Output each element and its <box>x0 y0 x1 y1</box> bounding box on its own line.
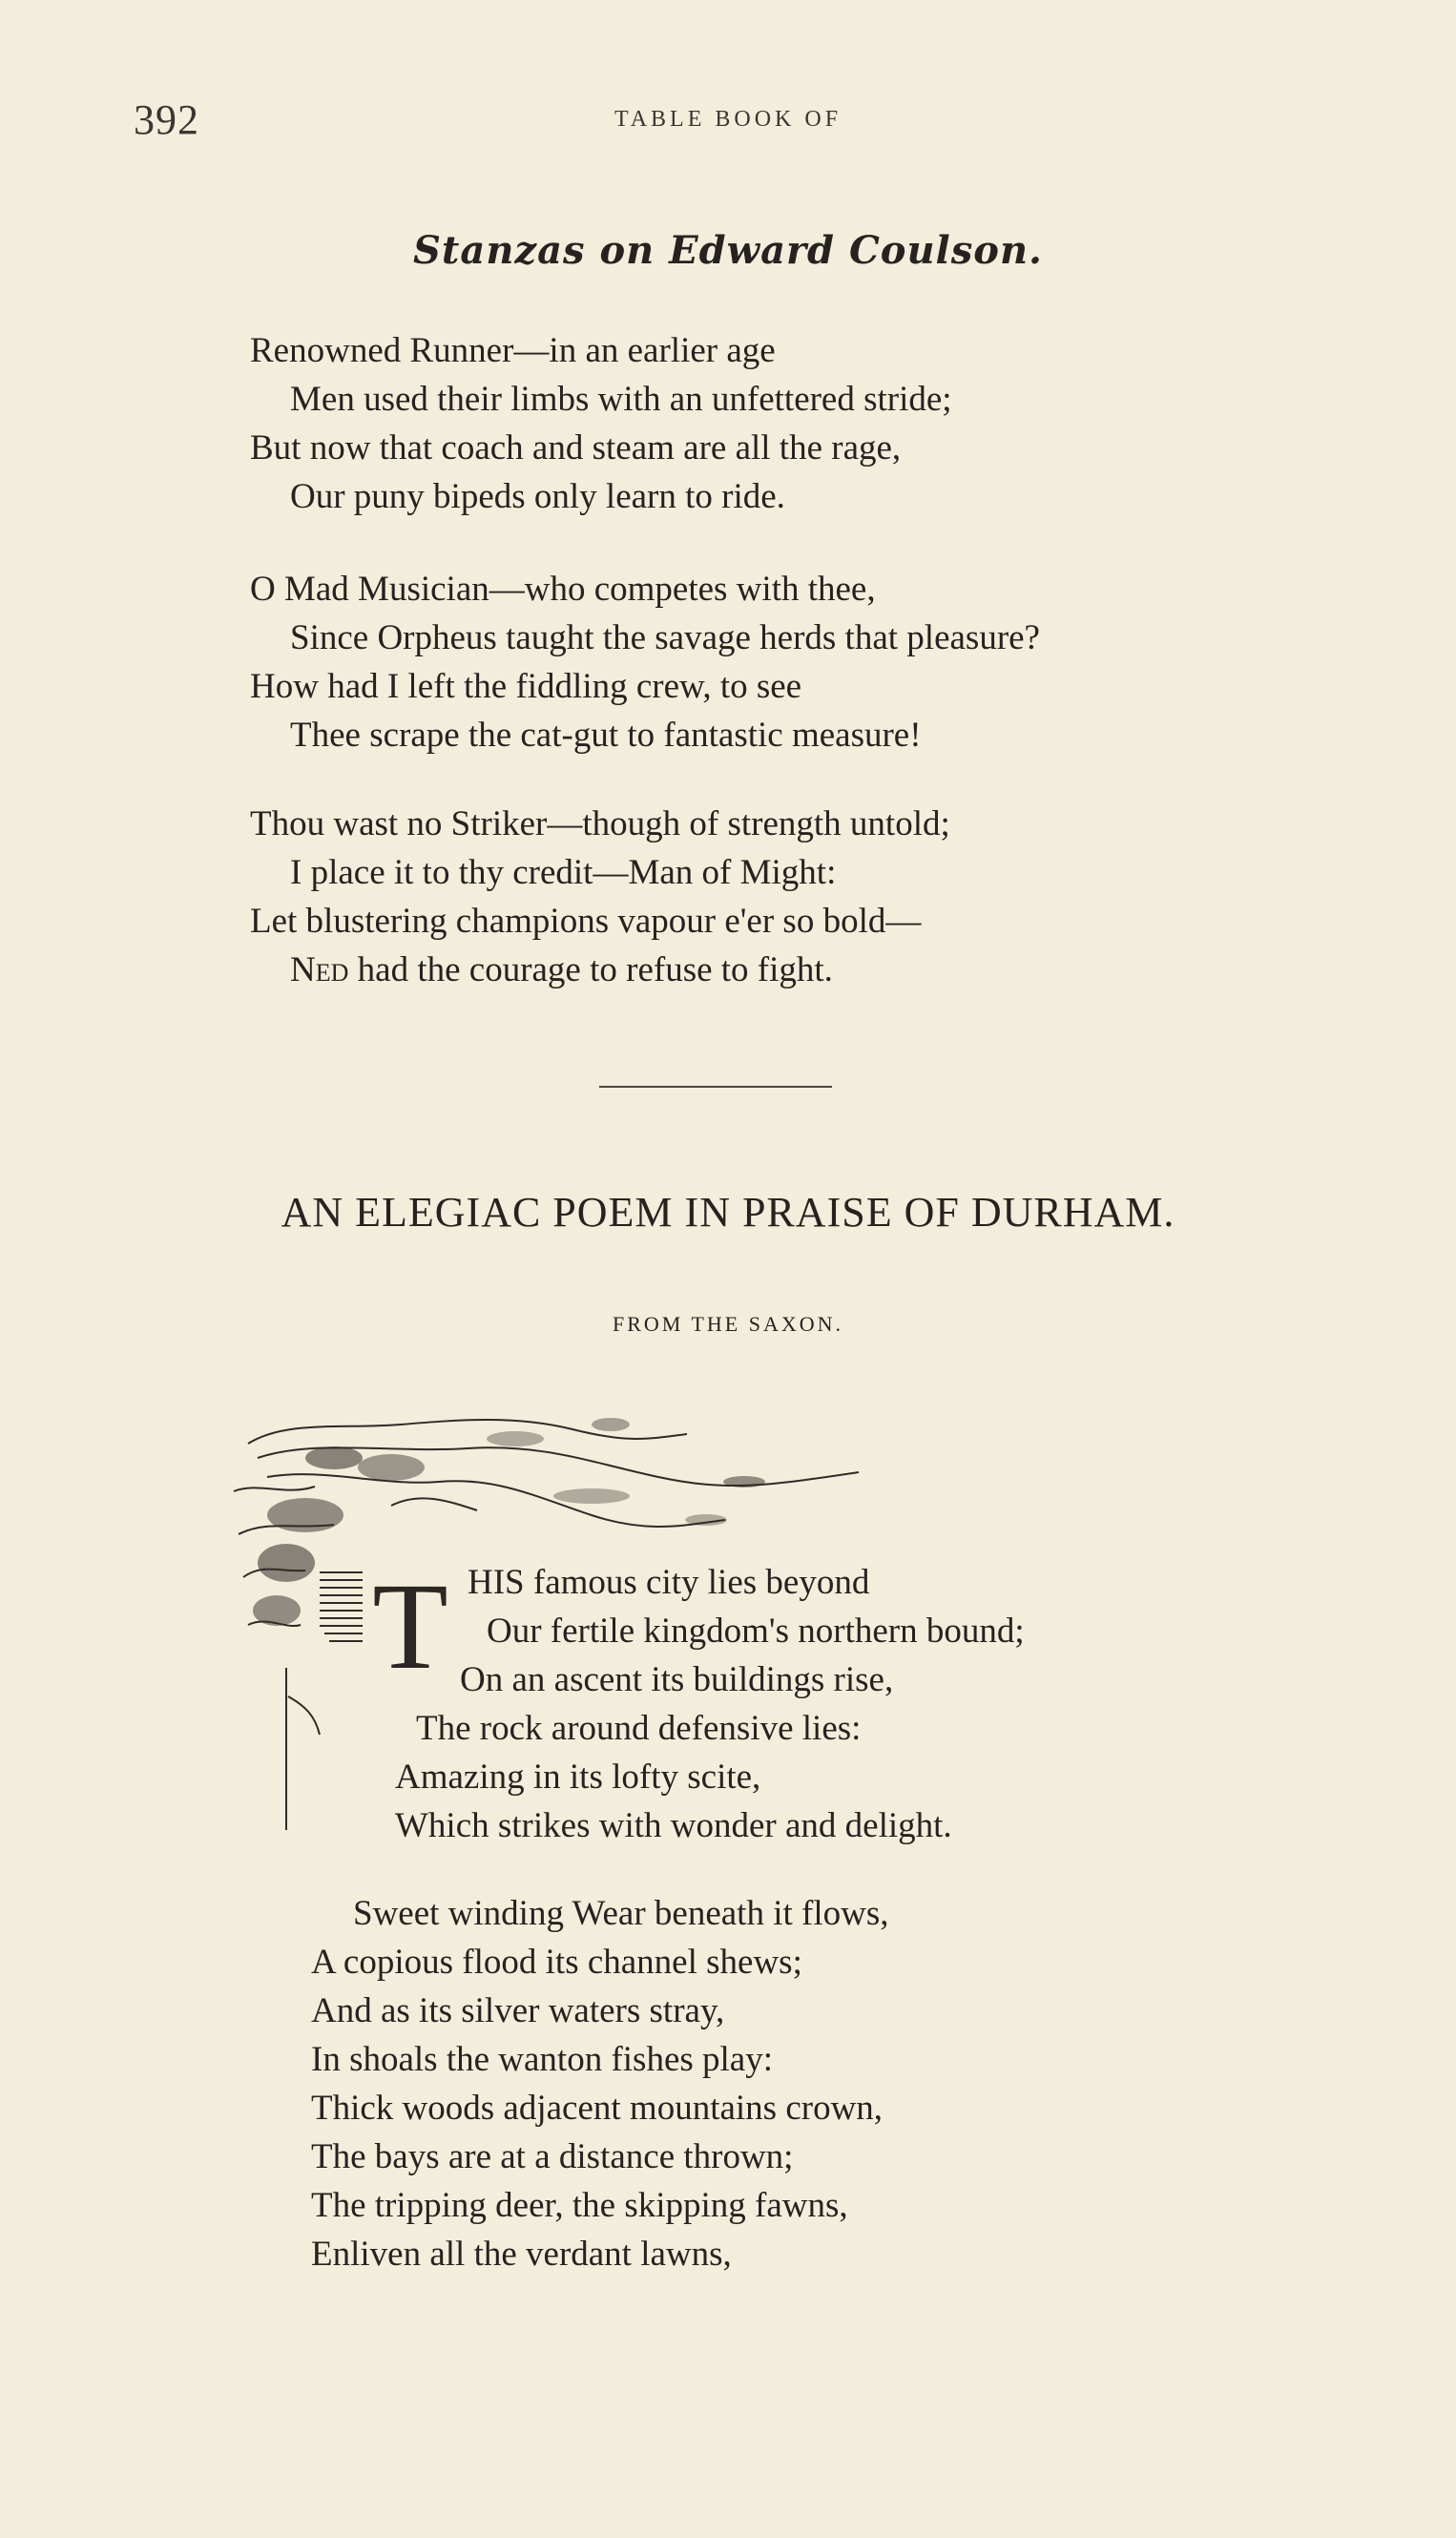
verse-line: Amazing in its lofty scite, <box>395 1758 761 1797</box>
poem1-title-text: Stanzas on Edward Coulson. <box>413 228 1043 273</box>
verse-line: Sweet winding Wear beneath it flows, <box>353 1894 889 1933</box>
verse-line-rest: had the courage to refuse to fight. <box>357 950 833 989</box>
verse-line: How had I left the fiddling crew, to see <box>250 667 802 706</box>
verse-line: I place it to thy credit—Man of Might: <box>290 853 837 892</box>
verse-line: A copious flood its channel shews; <box>311 1943 802 1982</box>
poem1-stanza-3 <box>250 800 950 994</box>
poem1-title <box>0 221 1456 288</box>
verse-line: On an ascent its buildings rise, <box>460 1660 894 1699</box>
blackletter-title <box>413 221 1043 279</box>
verse-line: HIS famous city lies beyond <box>468 1563 870 1602</box>
verse-line: Enliven all the verdant lawns, <box>311 2235 732 2274</box>
drop-cap-letter: T <box>372 1558 448 1695</box>
poem1-stanza-2 <box>250 565 1040 759</box>
verse-line: Let blustering champions vapour e'er so bold— <box>250 902 922 941</box>
verse-line: Thee scrape the cat-gut to fantastic measure! <box>290 716 922 755</box>
poem2-stanza-2 <box>311 1889 889 2278</box>
verse-line: Men used their limbs with an unfettered stride; <box>290 380 952 419</box>
verse-line: O Mad Musician—who competes with thee, <box>250 570 876 609</box>
verse-line: Renowned Runner—in an earlier age <box>250 331 776 370</box>
verse-line: Since Orpheus taught the savage herds that pleasure? <box>290 618 1040 657</box>
ned-smallcaps: Ned <box>290 950 349 989</box>
verse-line: The rock around defensive lies: <box>416 1709 862 1748</box>
verse-line: Thou wast no Striker—though of strength untold; <box>250 804 950 843</box>
verse-line: Which strikes with wonder and delight. <box>395 1806 952 1845</box>
poem2-stanza-1 <box>0 1558 1025 1850</box>
verse-line: But now that coach and steam are all the rage, <box>250 428 902 468</box>
verse-line <box>250 946 950 994</box>
verse-line: In shoals the wanton fishes play: <box>311 2040 773 2079</box>
verse-line: Thick woods adjacent mountains crown, <box>311 2089 884 2128</box>
verse-line: And as its silver waters stray, <box>311 1991 725 2030</box>
section-divider <box>599 1086 832 1088</box>
verse-line: Our puny bipeds only learn to ride. <box>290 477 785 516</box>
poem2-subtitle: FROM THE SAXON. <box>612 1312 843 1336</box>
page-number: 392 <box>134 96 199 143</box>
running-head: TABLE BOOK OF <box>614 107 842 132</box>
poem1-stanza-1 <box>250 326 952 521</box>
verse-line: The tripping deer, the skipping fawns, <box>311 2186 848 2225</box>
verse-line: Our fertile kingdom's northern bound; <box>487 1612 1025 1651</box>
poem2-title: AN ELEGIAC POEM IN PRAISE OF DURHAM. <box>281 1189 1175 1236</box>
verse-line: The bays are at a distance thrown; <box>311 2137 794 2176</box>
